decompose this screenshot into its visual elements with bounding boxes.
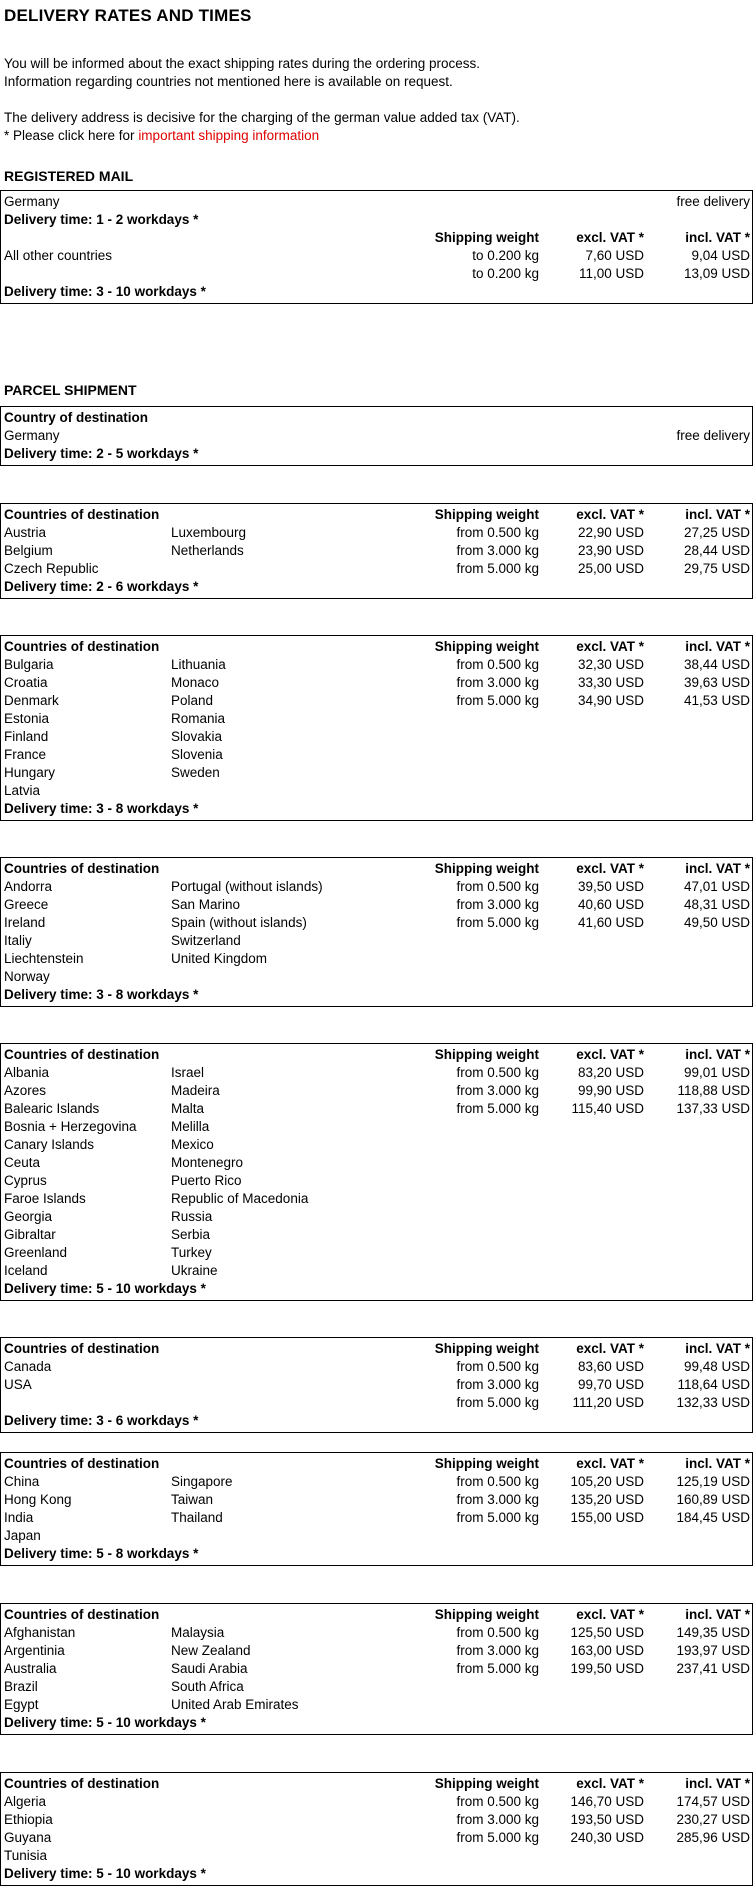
price-excl-vat: 155,00 USD xyxy=(570,1510,644,1525)
country-name: Slovakia xyxy=(171,729,223,744)
country-name: Finland xyxy=(4,729,49,744)
country-name: Madeira xyxy=(171,1083,220,1098)
table-row xyxy=(4,1394,752,1412)
countries-header: Countries of destination xyxy=(4,1047,160,1062)
price-incl-vat: 47,01 USD xyxy=(683,879,750,894)
price-incl-vat: 38,44 USD xyxy=(683,657,750,672)
price-excl-vat: 40,60 USD xyxy=(577,897,644,912)
delivery-time-label: Delivery time: 3 - 8 workdays * xyxy=(4,987,199,1002)
price-incl-vat: 193,97 USD xyxy=(676,1643,750,1658)
price-excl-vat: 33,30 USD xyxy=(577,675,644,690)
country-name: Greenland xyxy=(4,1245,68,1260)
parcel-shipment-heading: PARCEL SHIPMENT xyxy=(4,382,137,398)
table-row xyxy=(4,1082,752,1100)
shipping-weight-header: Shipping weight xyxy=(434,861,539,876)
country-name: Melilla xyxy=(171,1119,210,1134)
price-incl-vat: 28,44 USD xyxy=(683,543,750,558)
table-header-row xyxy=(4,1455,752,1473)
country-name: Romania xyxy=(171,711,226,726)
country-name: Faroe Islands xyxy=(4,1191,86,1206)
excl-vat-header: excl. VAT * xyxy=(576,1776,644,1791)
price-incl-vat: 9,04 USD xyxy=(691,248,750,263)
excl-vat-header: excl. VAT * xyxy=(576,639,644,654)
country-name: Azores xyxy=(4,1083,47,1098)
parcel-zone-table xyxy=(0,1603,753,1735)
countries-header: Countries of destination xyxy=(4,639,160,654)
country-name: Norway xyxy=(4,969,50,984)
table-row xyxy=(4,1172,752,1190)
delivery-time-label: Delivery time: 5 - 10 workdays * xyxy=(4,1281,206,1296)
shipping-weight: from 3.000 kg xyxy=(456,1492,539,1507)
shipping-weight-header: Shipping weight xyxy=(434,230,539,245)
table-row xyxy=(4,1244,752,1262)
table-row xyxy=(4,542,752,560)
country-name: Serbia xyxy=(171,1227,211,1242)
intro-line-vat: The delivery address is decisive for the charging of the german value added tax (VAT). xyxy=(4,110,520,125)
shipping-weight-header: Shipping weight xyxy=(434,639,539,654)
important-shipping-info-link[interactable]: important shipping information xyxy=(138,128,320,143)
table-row xyxy=(4,932,752,950)
shipping-weight-header: Shipping weight xyxy=(434,1607,539,1622)
shipping-weight: from 0.500 kg xyxy=(456,1794,539,1809)
country-name: Malta xyxy=(171,1101,205,1116)
table-header-row xyxy=(4,229,752,247)
country-name: Singapore xyxy=(171,1474,233,1489)
shipping-weight: from 3.000 kg xyxy=(456,675,539,690)
shipping-weight: from 5.000 kg xyxy=(456,1510,539,1525)
country-name: United Arab Emirates xyxy=(171,1697,299,1712)
country-name: Bosnia + Herzegovina xyxy=(4,1119,137,1134)
price-incl-vat: 132,33 USD xyxy=(676,1395,750,1410)
incl-vat-header: incl. VAT * xyxy=(685,1456,750,1471)
table-row xyxy=(4,1208,752,1226)
parcel-zone-table xyxy=(0,1337,753,1433)
parcel-zone-table xyxy=(0,635,753,821)
table-row xyxy=(4,265,752,283)
country-name: Poland xyxy=(171,693,214,708)
country-name: Lithuania xyxy=(171,657,226,672)
price-incl-vat: 118,64 USD xyxy=(677,1377,750,1392)
table-header-row xyxy=(4,1340,752,1358)
country-name: Bulgaria xyxy=(4,657,54,672)
price-incl-vat: 41,53 USD xyxy=(683,693,750,708)
country-name: Sweden xyxy=(171,765,220,780)
shipping-weight: from 0.500 kg xyxy=(456,525,539,540)
registered-mail-table xyxy=(0,190,753,304)
price-incl-vat: 118,88 USD xyxy=(677,1083,750,1098)
country-name: Portugal (without islands) xyxy=(171,879,323,894)
country-name: Germany xyxy=(4,428,60,443)
country-name: Montenegro xyxy=(171,1155,244,1170)
country-name: India xyxy=(4,1510,34,1525)
table-row xyxy=(4,1136,752,1154)
country-name: Israel xyxy=(171,1065,205,1080)
price-incl-vat: 237,41 USD xyxy=(676,1661,750,1676)
country-name: Switzerland xyxy=(171,933,241,948)
country-name: South Africa xyxy=(171,1679,244,1694)
country-name: Canada xyxy=(4,1359,52,1374)
delivery-time-label: Delivery time: 5 - 8 workdays * xyxy=(4,1546,199,1561)
delivery-time: Delivery time: 2 - 5 workdays * xyxy=(4,446,199,461)
country-name: Estonia xyxy=(4,711,50,726)
shipping-weight: from 5.000 kg xyxy=(456,915,539,930)
country-name: Ukraine xyxy=(171,1263,218,1278)
delivery-time-label: Delivery time: 5 - 10 workdays * xyxy=(4,1715,206,1730)
incl-vat-header: incl. VAT * xyxy=(685,1607,750,1622)
table-row xyxy=(4,524,752,542)
country-name: China xyxy=(4,1474,40,1489)
country-name: Netherlands xyxy=(171,543,244,558)
delivery-time xyxy=(4,986,752,1004)
price-incl-vat: 230,27 USD xyxy=(676,1812,750,1827)
price-excl-vat: 83,20 USD xyxy=(577,1065,644,1080)
delivery-time-label: Delivery time: 5 - 10 workdays * xyxy=(4,1866,206,1881)
incl-vat-header: incl. VAT * xyxy=(685,507,750,522)
table-row xyxy=(4,1509,752,1527)
countries-header: Countries of destination xyxy=(4,1776,160,1791)
table-row xyxy=(4,1660,752,1678)
table-row xyxy=(4,782,752,800)
country-name: Japan xyxy=(4,1528,41,1543)
table-row xyxy=(4,1358,752,1376)
shipping-weight-header: Shipping weight xyxy=(434,507,539,522)
price-incl-vat: 48,31 USD xyxy=(683,897,750,912)
price-incl-vat: 29,75 USD xyxy=(683,561,750,576)
shipping-weight: from 5.000 kg xyxy=(456,1830,539,1845)
excl-vat-header: excl. VAT * xyxy=(576,1456,644,1471)
table-row xyxy=(4,1793,752,1811)
excl-vat-header: excl. VAT * xyxy=(576,861,644,876)
table-row xyxy=(4,1226,752,1244)
price-incl-vat: 125,19 USD xyxy=(676,1474,750,1489)
country-name: United Kingdom xyxy=(171,951,268,966)
incl-vat-header: incl. VAT * xyxy=(685,1776,750,1791)
excl-vat-header: excl. VAT * xyxy=(576,1341,644,1356)
delivery-time xyxy=(4,578,752,596)
price-incl-vat: 285,96 USD xyxy=(676,1830,750,1845)
country-name: Denmark xyxy=(4,693,59,708)
price-incl-vat: 149,35 USD xyxy=(676,1625,750,1640)
country-name: Taiwan xyxy=(171,1492,214,1507)
table-row xyxy=(4,1118,752,1136)
delivery-time xyxy=(4,1865,752,1883)
table-row xyxy=(4,692,752,710)
price-excl-vat: 199,50 USD xyxy=(570,1661,644,1676)
shipping-weight: from 5.000 kg xyxy=(456,561,539,576)
shipping-weight: to 0.200 kg xyxy=(472,248,539,263)
delivery-time xyxy=(4,1280,752,1298)
shipping-weight: from 3.000 kg xyxy=(456,1083,539,1098)
price-excl-vat: 23,90 USD xyxy=(577,543,644,558)
table-row xyxy=(4,1376,752,1394)
table-row xyxy=(4,674,752,692)
table-header-row xyxy=(4,1775,752,1793)
price-incl-vat: 99,01 USD xyxy=(683,1065,750,1080)
country-name: Albania xyxy=(4,1065,50,1080)
country-name: New Zealand xyxy=(171,1643,251,1658)
country-header: Country of destination xyxy=(4,410,148,425)
intro-line-request: Information regarding countries not mentioned here is available on request. xyxy=(4,74,453,89)
price-excl-vat: 193,50 USD xyxy=(570,1812,644,1827)
incl-vat-header: incl. VAT * xyxy=(685,861,750,876)
shipping-weight: from 0.500 kg xyxy=(456,1474,539,1489)
parcel-germany-row xyxy=(4,427,752,445)
country-name: Brazil xyxy=(4,1679,38,1694)
price-excl-vat: 105,20 USD xyxy=(570,1474,644,1489)
shipping-weight: from 3.000 kg xyxy=(456,897,539,912)
table-header-row xyxy=(4,1606,752,1624)
table-row xyxy=(4,1473,752,1491)
excl-vat-header: excl. VAT * xyxy=(576,507,644,522)
table-row xyxy=(4,1064,752,1082)
country-name: Latvia xyxy=(4,783,41,798)
incl-vat-header: incl. VAT * xyxy=(685,639,750,654)
price-incl-vat: 137,33 USD xyxy=(676,1101,750,1116)
countries-header: Countries of destination xyxy=(4,1341,160,1356)
shipping-weight-header: Shipping weight xyxy=(434,1776,539,1791)
country-name: Balearic Islands xyxy=(4,1101,100,1116)
price-excl-vat: 115,40 USD xyxy=(571,1101,644,1116)
country-name: Malaysia xyxy=(171,1625,225,1640)
shipping-weight: from 3.000 kg xyxy=(456,543,539,558)
price-excl-vat: 25,00 USD xyxy=(577,561,644,576)
price-excl-vat: 240,30 USD xyxy=(570,1830,644,1845)
table-row xyxy=(4,1262,752,1280)
country-name: Puerto Rico xyxy=(171,1173,242,1188)
country-name: Germany xyxy=(4,194,60,209)
shipping-weight: from 3.000 kg xyxy=(456,1812,539,1827)
price-excl-vat: 83,60 USD xyxy=(577,1359,644,1374)
country-name: Monaco xyxy=(171,675,220,690)
delivery-time: Delivery time: 1 - 2 workdays * xyxy=(4,212,199,227)
price-incl-vat: 160,89 USD xyxy=(676,1492,750,1507)
table-row xyxy=(4,950,752,968)
countries-header: Countries of destination xyxy=(4,507,160,522)
incl-vat-header: incl. VAT * xyxy=(685,230,750,245)
country-name: Ceuta xyxy=(4,1155,41,1170)
shipping-weight: from 5.000 kg xyxy=(456,1101,539,1116)
price-excl-vat: 163,00 USD xyxy=(570,1643,644,1658)
table-row xyxy=(4,896,752,914)
country-name: Czech Republic xyxy=(4,561,99,576)
delivery-time xyxy=(4,1714,752,1732)
table-header-row xyxy=(4,506,752,524)
table-row xyxy=(4,710,752,728)
table-row xyxy=(4,1847,752,1865)
table-row xyxy=(4,1527,752,1545)
table-row xyxy=(4,878,752,896)
shipping-weight: from 3.000 kg xyxy=(456,1643,539,1658)
price-incl-vat: 49,50 USD xyxy=(683,915,750,930)
countries-header: Countries of destination xyxy=(4,1456,160,1471)
country-name: Greece xyxy=(4,897,49,912)
country-name: Georgia xyxy=(4,1209,53,1224)
price-excl-vat: 135,20 USD xyxy=(570,1492,644,1507)
table-row xyxy=(4,1811,752,1829)
table-row xyxy=(4,968,752,986)
country-name: Thailand xyxy=(171,1510,223,1525)
shipping-weight-header: Shipping weight xyxy=(434,1456,539,1471)
shipping-weight: from 5.000 kg xyxy=(456,1661,539,1676)
country-name: Saudi Arabia xyxy=(171,1661,248,1676)
price-incl-vat: 174,57 USD xyxy=(676,1794,750,1809)
countries-header: Countries of destination xyxy=(4,861,160,876)
price-incl-vat: 27,25 USD xyxy=(683,525,750,540)
country-name: Ireland xyxy=(4,915,46,930)
table-row xyxy=(4,1491,752,1509)
countries-header: Countries of destination xyxy=(4,1607,160,1622)
excl-vat-header: excl. VAT * xyxy=(576,230,644,245)
country-name: Hungary xyxy=(4,765,56,780)
table-row xyxy=(4,746,752,764)
country-name: Andorra xyxy=(4,879,53,894)
table-row xyxy=(4,1696,752,1714)
table-row xyxy=(4,560,752,578)
shipping-weight: from 5.000 kg xyxy=(456,693,539,708)
delivery-time-label: Delivery time: 3 - 6 workdays * xyxy=(4,1413,199,1428)
table-header-row xyxy=(4,1046,752,1064)
price-excl-vat: 7,60 USD xyxy=(585,248,644,263)
shipping-info-prefix: * Please click here for xyxy=(4,128,139,143)
shipping-weight: from 5.000 kg xyxy=(456,1395,539,1410)
country-name: Luxembourg xyxy=(171,525,247,540)
delivery-time-label: Delivery time: 2 - 6 workdays * xyxy=(4,579,199,594)
country-name: USA xyxy=(4,1377,32,1392)
price-incl-vat: 184,45 USD xyxy=(676,1510,750,1525)
shipping-weight: from 0.500 kg xyxy=(456,879,539,894)
table-row xyxy=(4,1100,752,1118)
free-delivery-label: free delivery xyxy=(676,194,750,209)
table-row xyxy=(4,914,752,932)
table-row xyxy=(4,1624,752,1642)
shipping-weight: from 0.500 kg xyxy=(456,657,539,672)
parcel-zone-table xyxy=(0,1452,753,1566)
price-excl-vat: 22,90 USD xyxy=(577,525,644,540)
price-excl-vat: 41,60 USD xyxy=(577,915,644,930)
parcel-zone-table xyxy=(0,1772,753,1886)
country-name: France xyxy=(4,747,47,762)
price-excl-vat: 99,90 USD xyxy=(577,1083,644,1098)
excl-vat-header: excl. VAT * xyxy=(576,1047,644,1062)
shipping-weight: from 0.500 kg xyxy=(456,1065,539,1080)
price-incl-vat: 39,63 USD xyxy=(683,675,750,690)
table-header-row xyxy=(4,860,752,878)
country-name: Turkey xyxy=(171,1245,212,1260)
country-name: Austria xyxy=(4,525,47,540)
price-excl-vat: 34,90 USD xyxy=(577,693,644,708)
excl-vat-header: excl. VAT * xyxy=(576,1607,644,1622)
parcel-zone-table xyxy=(0,503,753,599)
country-name: Tunisia xyxy=(4,1848,48,1863)
country-name: Hong Kong xyxy=(4,1492,72,1507)
country-name: Russia xyxy=(171,1209,213,1224)
price-excl-vat: 99,70 USD xyxy=(577,1377,644,1392)
parcel-zone-table xyxy=(0,1043,753,1301)
shipping-weight: from 0.500 kg xyxy=(456,1625,539,1640)
delivery-time xyxy=(4,1545,752,1563)
country-name: Spain (without islands) xyxy=(171,915,307,930)
table-row xyxy=(4,1190,752,1208)
country-name: Liechtenstein xyxy=(4,951,84,966)
incl-vat-header: incl. VAT * xyxy=(685,1047,750,1062)
price-excl-vat: 11,00 USD xyxy=(578,266,644,281)
registered-germany-row xyxy=(4,193,752,211)
parcel-zone-table xyxy=(0,857,753,1007)
price-excl-vat: 39,50 USD xyxy=(577,879,644,894)
shipping-weight: from 0.500 kg xyxy=(456,1359,539,1374)
table-row xyxy=(4,1642,752,1660)
free-delivery-label: free delivery xyxy=(676,428,750,443)
incl-vat-header: incl. VAT * xyxy=(685,1341,750,1356)
intro-line-shipping-info xyxy=(4,127,520,145)
delivery-time-label: Delivery time: 3 - 8 workdays * xyxy=(4,801,199,816)
table-row xyxy=(4,764,752,782)
country-name: Belgium xyxy=(4,543,53,558)
price-excl-vat: 32,30 USD xyxy=(577,657,644,672)
country-name: Guyana xyxy=(4,1830,52,1845)
country-name: Republic of Macedonia xyxy=(171,1191,309,1206)
country-name: San Marino xyxy=(171,897,241,912)
shipping-weight-header: Shipping weight xyxy=(434,1047,539,1062)
table-row xyxy=(4,1678,752,1696)
table-header-row xyxy=(4,409,752,427)
price-excl-vat: 125,50 USD xyxy=(570,1625,644,1640)
price-excl-vat: 146,70 USD xyxy=(570,1794,644,1809)
country-name: Slovenia xyxy=(171,747,223,762)
table-header-row xyxy=(4,638,752,656)
shipping-weight: from 3.000 kg xyxy=(456,1377,539,1392)
table-row xyxy=(4,247,752,265)
country-name: Egypt xyxy=(4,1697,39,1712)
country-name: Canary Islands xyxy=(4,1137,95,1152)
country-name: Iceland xyxy=(4,1263,48,1278)
table-row xyxy=(4,1154,752,1172)
shipping-weight: to 0.200 kg xyxy=(472,266,539,281)
country-name: Ethiopia xyxy=(4,1812,53,1827)
country-name: Croatia xyxy=(4,675,48,690)
table-row xyxy=(4,656,752,674)
table-row xyxy=(4,728,752,746)
delivery-time: Delivery time: 3 - 10 workdays * xyxy=(4,284,206,299)
shipping-weight-header: Shipping weight xyxy=(434,1341,539,1356)
price-excl-vat: 111,20 USD xyxy=(572,1395,644,1410)
country-name: Cyprus xyxy=(4,1173,47,1188)
country-name: Gibraltar xyxy=(4,1227,56,1242)
price-incl-vat: 99,48 USD xyxy=(683,1359,750,1374)
country-name: All other countries xyxy=(4,248,113,263)
country-name: Australia xyxy=(4,1661,57,1676)
intro-text xyxy=(4,55,520,145)
table-row xyxy=(4,1829,752,1847)
registered-mail-heading: REGISTERED MAIL xyxy=(4,168,134,184)
price-incl-vat: 13,09 USD xyxy=(683,266,750,281)
country-name: Afghanistan xyxy=(4,1625,76,1640)
country-name: Argentinia xyxy=(4,1643,65,1658)
country-name: Algeria xyxy=(4,1794,47,1809)
delivery-time xyxy=(4,1412,752,1430)
page-title: DELIVERY RATES AND TIMES xyxy=(4,6,252,25)
intro-line-rates: You will be informed about the exact shipping rates during the ordering process. xyxy=(4,56,481,71)
country-name: Italiy xyxy=(4,933,32,948)
country-name: Mexico xyxy=(171,1137,214,1152)
parcel-germany-table xyxy=(0,406,753,466)
delivery-time xyxy=(4,800,752,818)
